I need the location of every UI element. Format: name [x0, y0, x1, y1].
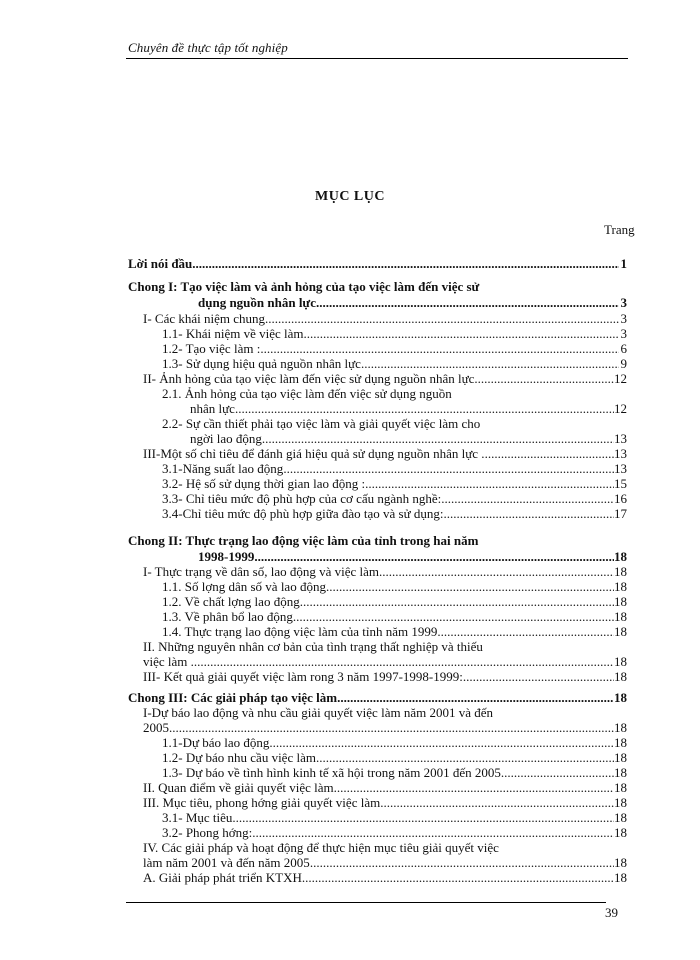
- toc-entry-page: 18: [614, 669, 627, 684]
- toc-entry-text: 1.2- Dự báo nhu cầu việc làm: [162, 750, 316, 765]
- toc-entry-page: 18: [614, 870, 627, 885]
- toc-entry-text: 3.1- Mục tiêu.: [162, 810, 236, 825]
- toc-entry-text: việc làm .: [143, 654, 194, 669]
- dot-leader: [337, 690, 614, 706]
- toc-entry: [162, 825, 627, 841]
- dot-leader: [437, 624, 614, 640]
- toc-entry-text: III. Mục tiêu, phong hớng giải quyết việc làm.: [143, 795, 384, 810]
- dot-leader: [310, 855, 614, 871]
- toc-entry: [162, 326, 627, 342]
- toc-entry-text: Chong III: Các giải pháp tạo việc làm: [128, 690, 338, 705]
- toc-entry-page: 18: [614, 549, 627, 564]
- toc-entry-page: 16: [614, 491, 627, 506]
- toc-entry-text: dụng nguồn nhân lực: [198, 295, 317, 310]
- toc-entry-text: 1.3- Sử dụng hiệu quả nguồn nhân lực: [162, 356, 361, 371]
- toc-entry: [162, 491, 627, 507]
- toc-entry-text: A. Giải pháp phát triển KTXH.: [143, 870, 306, 885]
- toc-entry-text: 2.1. Ảnh hỏng của tạo việc làm đến việc sử dụng nguồn: [162, 386, 452, 401]
- dot-leader: [260, 341, 619, 357]
- toc-entry-text: ngời lao động: [190, 431, 262, 446]
- toc-entry-text: II. Những nguyên nhân cơ bản của tình trạng thất nghiệp và thiếu: [143, 639, 483, 654]
- toc-entry: [143, 720, 627, 736]
- toc-entry: [162, 356, 627, 372]
- toc-entry-text: II. Quan điểm về giải quyết việc làm.: [143, 780, 337, 795]
- dot-leader: [441, 491, 614, 507]
- toc-entry-text: 3.2- Phong hớng:: [162, 825, 253, 840]
- toc-entry-page: 18: [614, 795, 627, 810]
- toc-entry: [143, 371, 627, 387]
- toc-entry: [162, 506, 627, 522]
- header-rule: [126, 58, 628, 59]
- toc-entry: [128, 690, 627, 706]
- toc-entry-page: 3: [620, 311, 627, 326]
- dot-leader: [303, 594, 614, 610]
- dot-leader: [252, 825, 614, 841]
- toc-entry-text: 3.4-Chỉ tiêu mức độ phù hợp giữa đào tạo và sử dụng:: [162, 506, 444, 521]
- toc-entry-text: II- Ảnh hỏng của tạo việc làm đến việc sử dụng nguồn nhân lực: [143, 371, 475, 386]
- toc-entry-page: 3: [620, 326, 627, 341]
- toc-entry-page: 18: [614, 810, 627, 825]
- dot-leader: [254, 549, 614, 565]
- dot-leader: [192, 256, 619, 272]
- dot-leader: [169, 720, 614, 736]
- toc-entry: [143, 639, 483, 655]
- toc-entry-text: 1.1-Dự báo lao động: [162, 735, 270, 750]
- toc-entry: [143, 311, 627, 327]
- toc-entry: [143, 870, 627, 886]
- toc-title: MỤC LỤC: [315, 189, 385, 204]
- dot-leader: [443, 506, 614, 522]
- toc-entry-text: 1.1- Khái niệm về việc làm.: [162, 326, 307, 341]
- toc-entry: [198, 549, 627, 565]
- dot-leader: [383, 795, 614, 811]
- toc-entry-text: 1998-1999: [198, 549, 255, 564]
- dot-leader: [337, 780, 614, 796]
- dot-leader: [305, 870, 614, 886]
- toc-entry-text: I- Các khái niệm chung.: [143, 311, 269, 326]
- dot-leader: [316, 750, 614, 766]
- toc-entry: [162, 735, 627, 751]
- toc-entry: [128, 533, 478, 549]
- dot-leader: [485, 446, 614, 462]
- toc-entry: [143, 669, 627, 685]
- toc-entry-text: I-Dự báo lao động và nhu cầu giải quyết việc làm năm 2001 và đến: [143, 705, 493, 720]
- toc-entry-text: 3.3- Chỉ tiêu mức độ phù hợp của cơ cấu ngành nghề:: [162, 491, 442, 506]
- toc-entry-page: 18: [614, 735, 627, 750]
- toc-entry: [162, 810, 627, 826]
- toc-entry-page: 15: [614, 476, 627, 491]
- dot-leader: [235, 401, 614, 417]
- dot-leader: [501, 765, 614, 781]
- toc-entry-page: 18: [614, 825, 627, 840]
- toc-entry-page: 1: [620, 256, 627, 271]
- dot-leader: [316, 295, 619, 311]
- dot-leader: [361, 356, 619, 372]
- dot-leader: [262, 431, 614, 447]
- toc-entry-page: 18: [614, 720, 627, 735]
- toc-entry: [128, 256, 627, 272]
- toc-entry: [162, 594, 627, 610]
- toc-entry-text: 1.4. Thực trạng lao động việc làm của tỉnh năm 1999: [162, 624, 438, 639]
- toc-entry: [143, 840, 499, 856]
- toc-entry-page: 18: [614, 564, 627, 579]
- page-column-label: Trang: [604, 222, 635, 237]
- toc-entry-text: III-Một số chỉ tiêu để đánh giá hiệu quả sử dụng nguồn nhân lực .: [143, 446, 485, 461]
- toc-entry: [162, 750, 627, 766]
- toc-entry-text: Lời nói đầu: [128, 256, 193, 271]
- toc-entry: [198, 295, 627, 311]
- toc-entry: [162, 386, 452, 402]
- toc-entry-page: 9: [620, 356, 627, 371]
- toc-entry: [162, 624, 627, 640]
- toc-entry-text: 1.3. Về phân bổ lao động.: [162, 609, 297, 624]
- toc-entry-text: 1.2. Về chất lợng lao động.: [162, 594, 303, 609]
- toc-entry-page: 18: [614, 594, 627, 609]
- toc-entry: [143, 705, 493, 721]
- page-number: 39: [605, 905, 618, 920]
- toc-entry-page: 18: [614, 624, 627, 639]
- toc-entry-page: 13: [614, 461, 627, 476]
- toc-entry-text: 3.1-Năng suất lao động: [162, 461, 284, 476]
- dot-leader: [268, 311, 619, 327]
- toc-entry-page: 13: [614, 446, 627, 461]
- toc-entry: [143, 855, 627, 871]
- running-header: Chuyên đề thực tập tốt nghiệp: [128, 40, 288, 55]
- toc-entry-text: 1.3- Dự báo về tình hình kinh tế xã hội trong năm 2001 đến 2005: [162, 765, 501, 780]
- toc-entry-page: 18: [614, 654, 627, 669]
- toc-entry: [143, 795, 627, 811]
- toc-entry: [162, 765, 627, 781]
- dot-leader: [474, 371, 614, 387]
- toc-entry: [143, 446, 627, 462]
- toc-entry-text: 1.2- Tạo việc làm :: [162, 341, 261, 356]
- toc-entry-page: 18: [614, 579, 627, 594]
- dot-leader: [236, 810, 614, 826]
- footer-rule: [126, 902, 606, 903]
- toc-entry-page: 18: [614, 690, 627, 705]
- toc-entry-page: 18: [614, 765, 627, 780]
- dot-leader: [307, 326, 619, 342]
- toc-entry: [190, 431, 627, 447]
- dot-leader: [283, 461, 614, 477]
- toc-entry: [162, 579, 627, 595]
- toc-entry: [162, 609, 627, 625]
- toc-entry: [162, 341, 627, 357]
- toc-entry: [162, 476, 627, 492]
- toc-entry-text: 2.2- Sự cần thiết phải tạo việc làm và giải quyết việc làm cho: [162, 416, 481, 431]
- toc-entry: [143, 654, 627, 670]
- toc-entry-text: 2005: [143, 720, 169, 735]
- toc-entry-text: III- Kết quả giải quyết việc làm rong 3 năm 1997-1998-1999:: [143, 669, 463, 684]
- toc-entry-page: 18: [614, 780, 627, 795]
- dot-leader: [194, 654, 614, 670]
- toc-entry-page: 12: [614, 401, 627, 416]
- toc-entry-text: IV. Các giải pháp và hoạt động để thực hiện mục tiêu giải quyết việc: [143, 840, 499, 855]
- toc-entry-page: 13: [614, 431, 627, 446]
- dot-leader: [269, 735, 614, 751]
- toc-entry-text: nhân lực: [190, 401, 235, 416]
- toc-entry-page: 6: [620, 341, 627, 356]
- toc-entry: [143, 780, 627, 796]
- toc-entry: [162, 461, 627, 477]
- dot-leader: [296, 609, 614, 625]
- toc-entry: [190, 401, 627, 417]
- toc-entry: [143, 564, 627, 580]
- toc-entry-text: Chong I: Tạo việc làm và ảnh hỏng của tạo việc làm đến việc sử: [128, 279, 480, 294]
- dot-leader: [365, 476, 614, 492]
- toc-entry-page: 18: [614, 855, 627, 870]
- toc-entry-page: 17: [614, 506, 627, 521]
- toc-entry: [162, 416, 480, 432]
- dot-leader: [463, 669, 614, 685]
- dot-leader: [329, 579, 614, 595]
- toc-entry-text: Chong II: Thực trạng lao động việc làm của tỉnh trong hai năm: [128, 533, 479, 548]
- toc-entry-text: làm năm 2001 và đến năm 2005: [143, 855, 310, 870]
- toc-entry-page: 18: [614, 609, 627, 624]
- toc-entry-text: 3.2- Hệ số sử dụng thời gian lao động :: [162, 476, 366, 491]
- toc-entry-text: 1.1. Số lợng dân số và lao động.: [162, 579, 330, 594]
- dot-leader: [379, 564, 614, 580]
- toc-entry-page: 3: [620, 295, 627, 310]
- toc-entry-page: 18: [614, 750, 627, 765]
- toc-entry: [128, 279, 479, 295]
- toc-entry-page: 12: [614, 371, 627, 386]
- toc-entry-text: I- Thực trạng về dân số, lao động và việc làm: [143, 564, 380, 579]
